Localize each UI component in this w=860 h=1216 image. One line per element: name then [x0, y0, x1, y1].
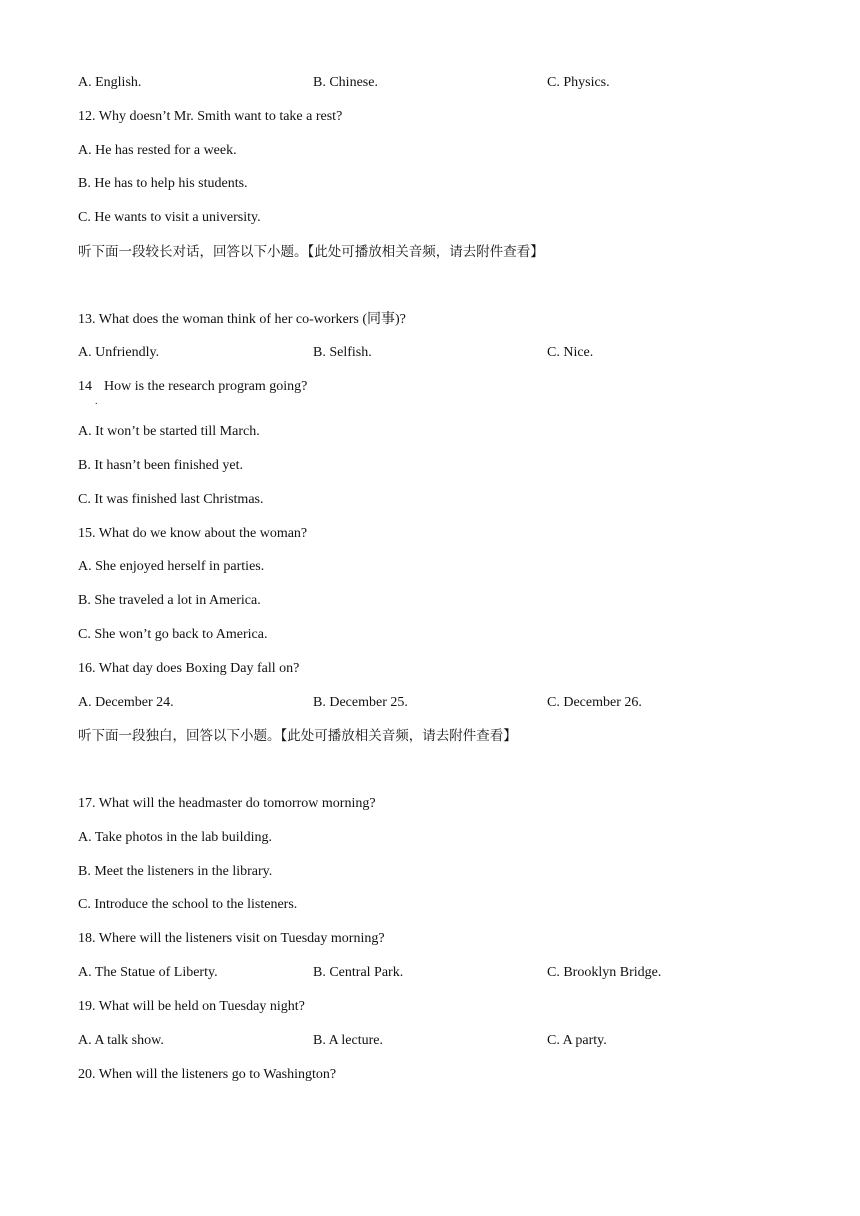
q17-option-c: C. Introduce the school to the listeners.	[78, 897, 298, 912]
q18-option-b: B. Central Park.	[313, 965, 404, 980]
q15-option-b: B. She traveled a lot in America.	[78, 593, 261, 608]
q11-options-row	[78, 73, 778, 93]
q13-option-b: B. Selfish.	[313, 345, 372, 360]
q12-option-b: B. He has to help his students.	[78, 176, 248, 191]
q18-options-row	[78, 963, 778, 983]
q19-option-c: C. A party.	[547, 1033, 607, 1048]
q18-question: 18. Where will the listeners visit on Tuesday morning?	[78, 931, 385, 946]
q17-question: 17. What will the headmaster do tomorrow morning?	[78, 796, 376, 811]
q16-question: 16. What day does Boxing Day fall on?	[78, 661, 300, 676]
q19-question: 19. What will be held on Tuesday night?	[78, 999, 305, 1014]
q17-option-b: B. Meet the listeners in the library.	[78, 864, 273, 879]
q11-option-c: C. Physics.	[547, 75, 610, 90]
q19-option-b: B. A lecture.	[313, 1033, 383, 1048]
q16-option-c: C. December 26.	[547, 695, 642, 710]
q14-question: How is the research program going?	[104, 379, 308, 394]
section-instruction-long-dialogue: 听下面一段较长对话，回答以下小题。【此处可播放相关音频，请去附件查看】	[78, 244, 544, 260]
q13-options-row	[78, 343, 778, 363]
q14-question-row	[78, 377, 778, 397]
q18-option-a: A. The Statue of Liberty.	[78, 965, 218, 980]
q19-options-row	[78, 1031, 778, 1051]
q13-question: 13. What does the woman think of her co-workers (同事)?	[78, 312, 406, 327]
q11-option-b: B. Chinese.	[313, 75, 378, 90]
q20-question: 20. When will the listeners go to Washington?	[78, 1067, 337, 1082]
section-instruction-monologue: 听下面一段独白，回答以下小题。【此处可播放相关音频，请去附件查看】	[78, 728, 517, 744]
q17-option-a: A. Take photos in the lab building.	[78, 830, 272, 845]
q12-option-a: A. He has rested for a week.	[78, 143, 237, 158]
q15-question: 15. What do we know about the woman?	[78, 526, 308, 541]
q12-question: 12. Why doesn’t Mr. Smith want to take a rest?	[78, 109, 343, 124]
q14-number-dot: .	[95, 396, 98, 407]
q15-option-c: C. She won’t go back to America.	[78, 627, 268, 642]
q11-option-a: A. English.	[78, 75, 142, 90]
q18-option-c: C. Brooklyn Bridge.	[547, 965, 662, 980]
q14-option-b: B. It hasn’t been finished yet.	[78, 458, 243, 473]
q12-option-c: C. He wants to visit a university.	[78, 210, 261, 225]
q13-option-a: A. Unfriendly.	[78, 345, 160, 360]
q16-option-a: A. December 24.	[78, 695, 174, 710]
q14-option-a: A. It won’t be started till March.	[78, 424, 260, 439]
q14-option-c: C. It was finished last Christmas.	[78, 492, 264, 507]
q14-number: 14	[78, 379, 92, 394]
q16-options-row	[78, 693, 778, 713]
q15-option-a: A. She enjoyed herself in parties.	[78, 559, 265, 574]
q13-option-c: C. Nice.	[547, 345, 594, 360]
q19-option-a: A. A talk show.	[78, 1033, 164, 1048]
q16-option-b: B. December 25.	[313, 695, 408, 710]
